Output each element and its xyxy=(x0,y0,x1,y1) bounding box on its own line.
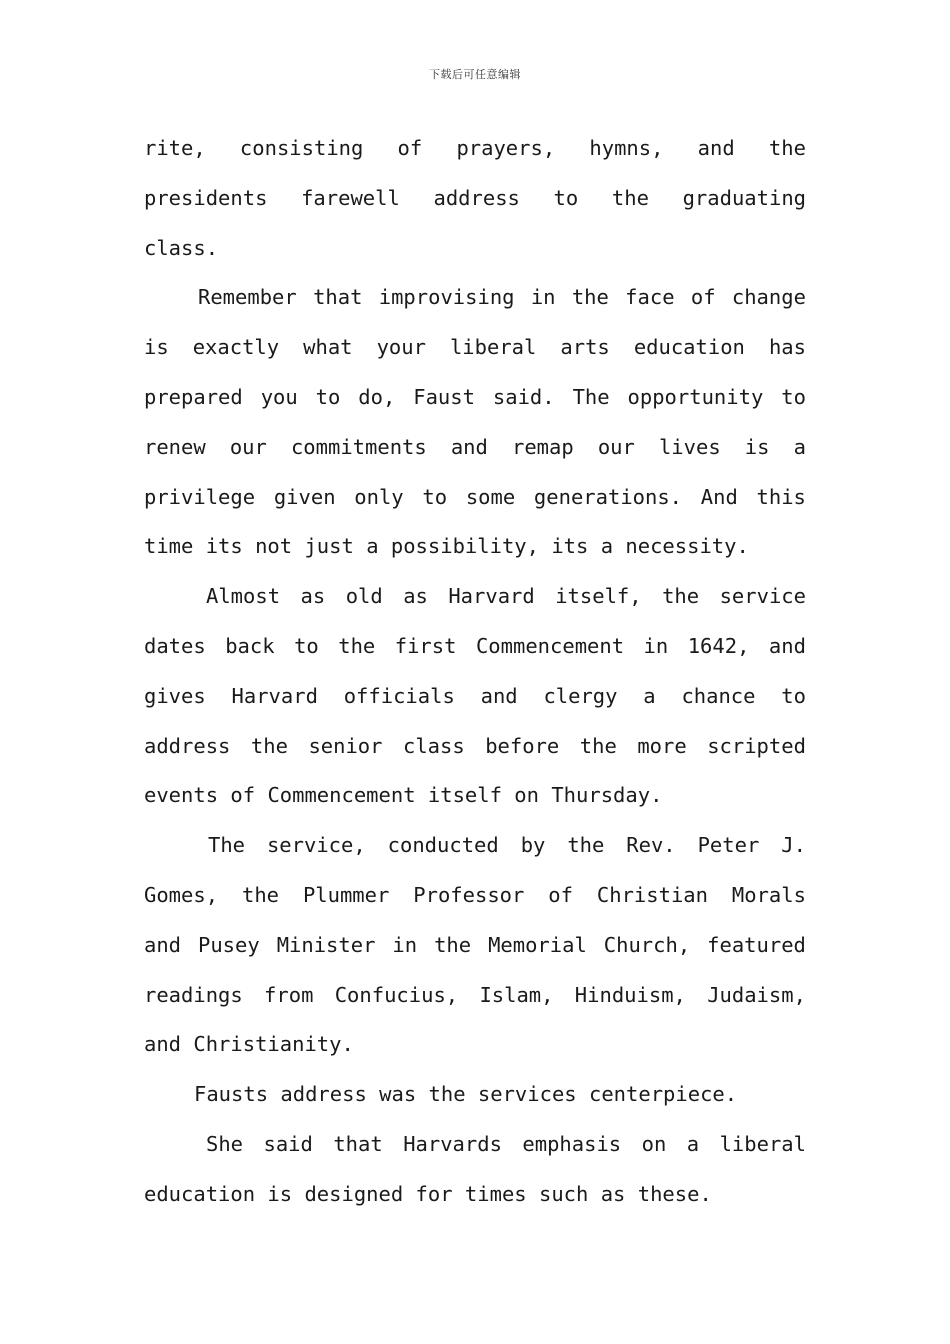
word: and xyxy=(480,683,518,708)
word: The xyxy=(572,384,610,409)
word: of xyxy=(230,783,268,808)
word: old xyxy=(345,584,383,609)
word: the xyxy=(250,733,288,758)
word: is xyxy=(744,434,770,459)
word: given xyxy=(273,484,336,509)
word: Harvard xyxy=(231,683,318,708)
word: Remember xyxy=(198,285,297,310)
text-line xyxy=(144,273,806,323)
word: events xyxy=(144,783,231,808)
word: of xyxy=(397,136,423,160)
word: to xyxy=(553,185,579,210)
word: Rev. xyxy=(626,833,676,858)
word: times xyxy=(464,1181,539,1206)
paragraph xyxy=(144,572,806,821)
text-line xyxy=(144,1070,806,1120)
word: itself, xyxy=(555,584,642,609)
word: Pusey xyxy=(198,932,260,957)
word: the xyxy=(434,932,472,957)
page-header: 下载后可任意编辑 xyxy=(429,68,521,81)
word: education xyxy=(633,335,745,360)
word: class. xyxy=(144,235,219,260)
word: services xyxy=(477,1082,589,1107)
word: itself xyxy=(427,783,515,808)
word: hymns, xyxy=(589,136,664,160)
word: liberal xyxy=(719,1131,806,1156)
word: to xyxy=(422,484,448,509)
word: Islam, xyxy=(479,982,554,1007)
word: designed xyxy=(304,1181,416,1206)
paragraph xyxy=(144,821,806,1070)
word: not xyxy=(255,534,305,559)
word: renew xyxy=(144,434,206,459)
paragraph xyxy=(144,1120,806,1220)
word: to xyxy=(315,384,341,409)
word: before xyxy=(485,733,560,758)
word: more xyxy=(637,733,687,758)
word: Almost xyxy=(206,584,281,609)
text-line xyxy=(144,423,806,473)
word: the xyxy=(611,185,649,210)
word: gives xyxy=(144,683,206,708)
word: its xyxy=(205,534,256,559)
word: and xyxy=(768,633,806,658)
text-line xyxy=(144,921,806,971)
word: the xyxy=(571,285,609,310)
word: in xyxy=(643,633,669,658)
word: some xyxy=(465,484,516,509)
word: Confucius, xyxy=(334,982,459,1007)
word: and xyxy=(144,932,182,957)
text-line xyxy=(144,1170,806,1220)
word: privilege xyxy=(144,484,256,509)
word: and xyxy=(450,434,488,459)
paragraph-list xyxy=(144,124,806,1220)
word: Harvard xyxy=(448,584,535,609)
text-line xyxy=(144,124,806,174)
word: Fausts xyxy=(194,1082,281,1107)
word: our xyxy=(597,434,635,459)
word: exactly xyxy=(192,335,280,360)
word: featured xyxy=(707,932,806,957)
word: necessity. xyxy=(625,534,749,559)
word: The xyxy=(208,833,246,858)
word: Thursday. xyxy=(551,783,663,808)
word: has xyxy=(768,335,806,360)
word: Faust xyxy=(413,384,475,409)
word: Harvards xyxy=(403,1131,502,1156)
word: Church, xyxy=(603,932,691,957)
word: from xyxy=(264,982,314,1007)
word: prayers, xyxy=(456,136,556,160)
word: emphasis xyxy=(522,1131,622,1156)
word: Gomes, xyxy=(144,882,219,907)
word: change xyxy=(731,285,806,310)
word: chance xyxy=(681,683,756,708)
word: Peter xyxy=(697,833,760,858)
word: Christianity. xyxy=(193,1032,354,1057)
word: what xyxy=(303,335,353,360)
word: time xyxy=(144,534,206,559)
word: conducted xyxy=(387,833,499,858)
word: such xyxy=(538,1181,601,1206)
text-line xyxy=(144,871,806,921)
word: is xyxy=(267,1181,305,1206)
word: generations. xyxy=(533,484,683,509)
word: you xyxy=(260,384,298,409)
word: Minister xyxy=(276,932,376,957)
word: these. xyxy=(637,1181,712,1206)
word: said xyxy=(263,1131,313,1156)
word: Memorial xyxy=(488,932,587,957)
word: clergy xyxy=(543,683,618,708)
word: scripted xyxy=(707,733,806,758)
text-line xyxy=(144,622,806,672)
word: improvising xyxy=(378,285,515,310)
word: our xyxy=(229,434,267,459)
text-line xyxy=(144,174,806,224)
word: as xyxy=(300,584,326,609)
word: by xyxy=(520,833,546,858)
text-line xyxy=(144,1120,806,1170)
word: your xyxy=(376,335,426,360)
word: rite, xyxy=(144,136,206,160)
text-line xyxy=(144,1020,806,1070)
word: of xyxy=(548,882,573,907)
word: the xyxy=(662,584,700,609)
word: liberal xyxy=(449,335,537,360)
text-line xyxy=(144,821,806,871)
word: Morals xyxy=(731,882,806,907)
word: the xyxy=(428,1082,478,1107)
text-line xyxy=(144,522,806,572)
word: officials xyxy=(343,683,455,708)
word: possibility, xyxy=(390,534,552,559)
word: address xyxy=(433,185,520,210)
word: graduating xyxy=(682,185,806,210)
word: opportunity xyxy=(627,384,764,409)
word: consisting xyxy=(239,136,364,160)
word: that xyxy=(333,1131,383,1156)
word: to xyxy=(781,683,806,708)
word: a xyxy=(793,434,806,459)
word: Commencement xyxy=(475,633,625,658)
word: to xyxy=(781,384,806,409)
word: 1642, xyxy=(687,633,750,658)
text-line xyxy=(144,224,806,274)
word: face xyxy=(625,285,675,310)
word: on xyxy=(514,783,552,808)
word: for xyxy=(415,1181,465,1206)
word: just xyxy=(304,534,367,559)
word: do, xyxy=(358,384,396,409)
word: She xyxy=(206,1131,244,1156)
word: of xyxy=(690,285,716,310)
word: to xyxy=(294,633,319,658)
word: a xyxy=(366,534,391,559)
text-line xyxy=(144,473,806,523)
word: farewell xyxy=(301,185,400,210)
word: said. xyxy=(492,384,555,409)
word: in xyxy=(392,932,418,957)
text-line xyxy=(144,971,806,1021)
word: education xyxy=(144,1181,268,1206)
word: was xyxy=(379,1082,429,1107)
paragraph xyxy=(144,1070,806,1120)
word: first xyxy=(394,633,457,658)
word: dates xyxy=(144,633,206,658)
word: its xyxy=(551,534,601,559)
word: back xyxy=(225,633,275,658)
word: the xyxy=(579,733,617,758)
word: in xyxy=(530,285,556,310)
word: presidents xyxy=(144,185,268,210)
text-line xyxy=(144,672,806,722)
word: readings xyxy=(144,982,243,1007)
word: that xyxy=(313,285,363,310)
word: service, xyxy=(266,833,366,858)
paragraph xyxy=(144,273,806,572)
word: centerpiece. xyxy=(589,1082,738,1107)
word: And xyxy=(700,484,738,509)
word: address xyxy=(280,1082,380,1107)
word: commitments xyxy=(290,434,427,459)
word: Christian xyxy=(596,882,708,907)
word: this xyxy=(756,484,806,509)
word: Plummer xyxy=(302,882,390,907)
word: is xyxy=(144,335,169,360)
word: remap xyxy=(511,434,574,459)
word: on xyxy=(641,1131,667,1156)
text-line xyxy=(144,572,806,622)
word: the xyxy=(241,882,280,907)
text-line xyxy=(144,722,806,772)
word: Commencement xyxy=(267,783,428,808)
text-line xyxy=(144,373,806,423)
word: a xyxy=(643,683,656,708)
text-line xyxy=(144,771,806,821)
document-body xyxy=(144,124,806,1220)
word: class xyxy=(403,733,465,758)
word: and xyxy=(144,1032,194,1057)
word: senior xyxy=(308,733,383,758)
word: prepared xyxy=(144,384,243,409)
text-line xyxy=(144,323,806,373)
word: address xyxy=(144,733,231,758)
word: Judaism, xyxy=(707,982,806,1007)
word: as xyxy=(403,584,428,609)
word: the xyxy=(768,136,806,160)
word: Professor xyxy=(413,882,525,907)
word: Hinduism, xyxy=(574,982,686,1007)
word: service xyxy=(719,584,806,609)
word: a xyxy=(686,1131,700,1156)
paragraph xyxy=(144,124,806,273)
word: lives xyxy=(658,434,721,459)
word: J. xyxy=(781,833,806,858)
word: the xyxy=(338,633,376,658)
word: arts xyxy=(560,335,610,360)
word: only xyxy=(354,484,404,509)
word: a xyxy=(600,534,626,559)
word: as xyxy=(600,1181,638,1206)
word: and xyxy=(697,136,735,160)
word: the xyxy=(567,833,605,858)
